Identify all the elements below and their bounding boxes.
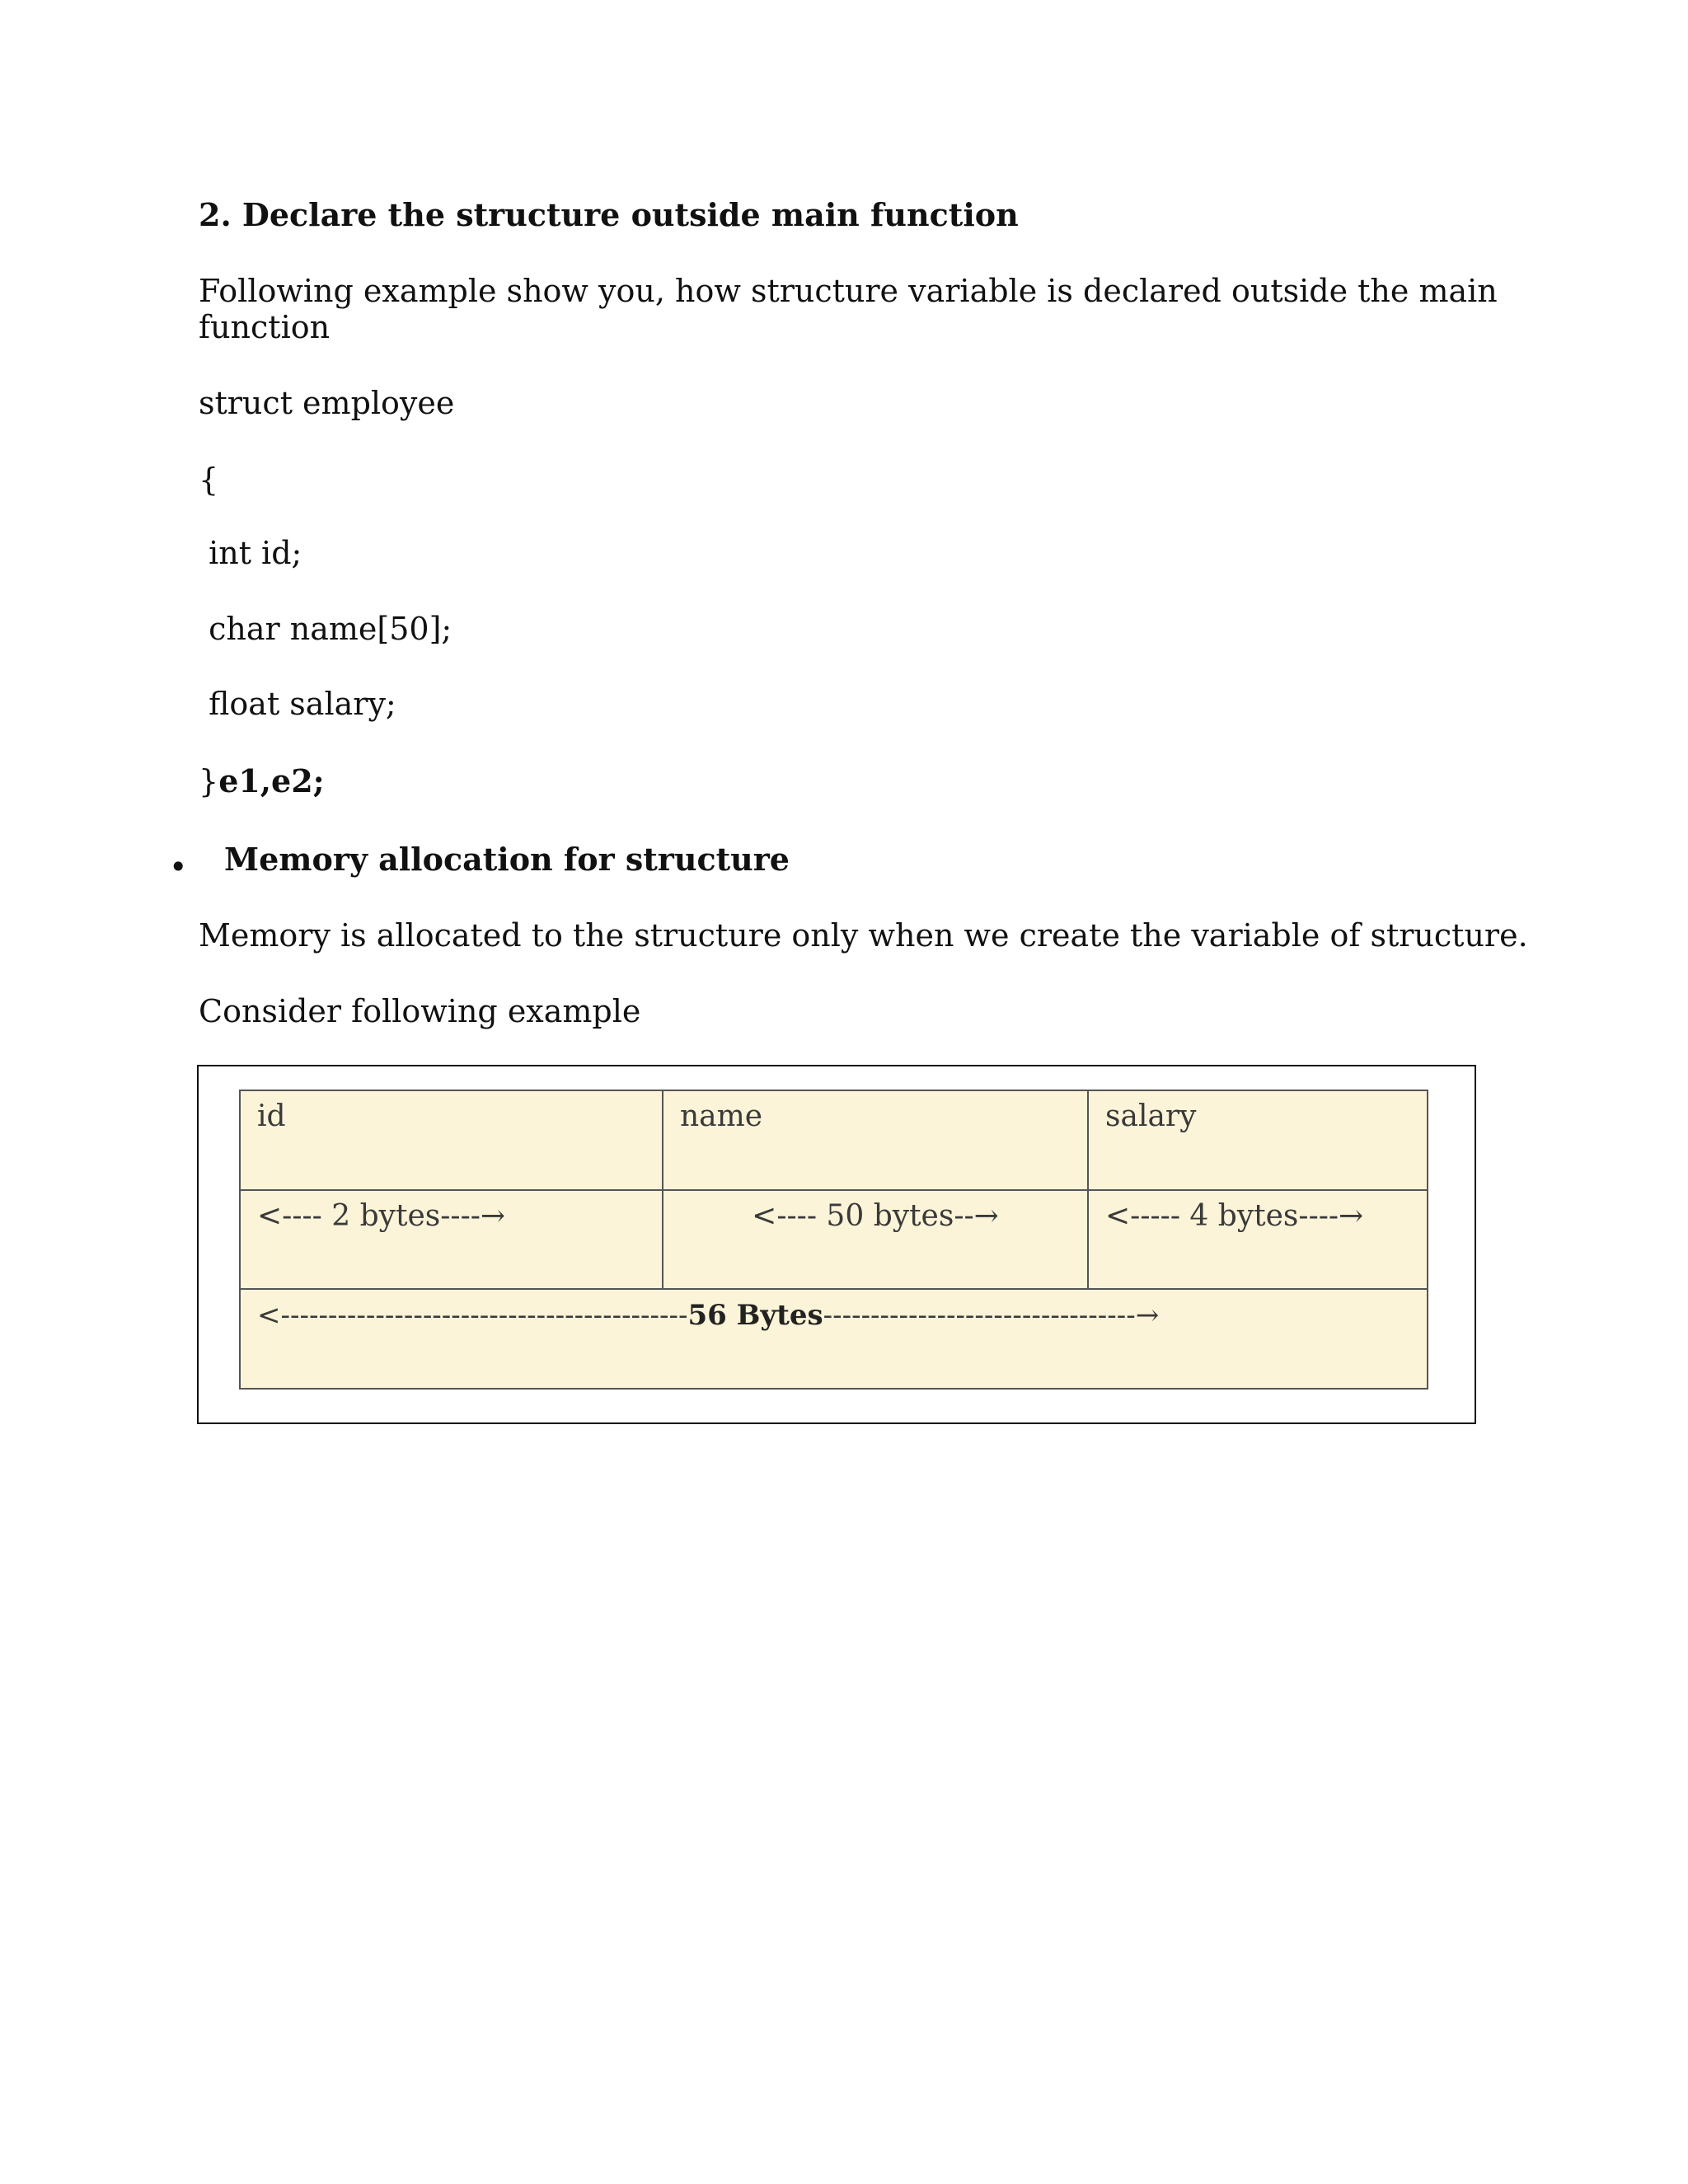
code-line-salary: float salary; (199, 686, 396, 722)
code-line-close (199, 762, 325, 800)
close-brace: } (199, 763, 219, 799)
total-arrow-right: ---------------------------------→ (823, 1299, 1160, 1333)
section-heading: 2. Declare the structure outside main function (199, 196, 1019, 233)
intro-text-line2: function (199, 309, 331, 345)
bullet-icon: • (169, 849, 188, 885)
code-line-struct: struct employee (199, 385, 455, 421)
table-row (240, 1190, 1428, 1290)
header-cell-name: name (663, 1090, 1088, 1190)
consider-text: Consider following example (199, 993, 641, 1029)
memory-layout-table (239, 1090, 1428, 1390)
memory-sentence: Memory is allocated to the structure only when we create the variable of structure. (199, 917, 1528, 954)
size-cell-salary: <----- 4 bytes----→ (1088, 1190, 1428, 1290)
size-cell-name: <---- 50 bytes--→ (663, 1190, 1088, 1290)
code-line-id: int id; (199, 535, 302, 571)
total-size-cell (240, 1289, 1428, 1389)
memory-heading: Memory allocation for structure (224, 841, 790, 878)
struct-variables: e1,e2; (218, 762, 325, 799)
table-row (240, 1090, 1428, 1190)
size-cell-id: <---- 2 bytes----→ (240, 1190, 663, 1290)
code-line-open-brace: { (199, 462, 219, 498)
total-arrow-left: <------------------------------------------- (257, 1299, 688, 1333)
total-size-label: 56 Bytes (687, 1299, 823, 1333)
table-row (240, 1289, 1428, 1389)
intro-text-line1: Following example show you, how structure variable is declared outside the main (199, 273, 1498, 309)
code-line-name: char name[50]; (199, 611, 452, 647)
header-cell-id: id (240, 1090, 663, 1190)
header-cell-salary: salary (1088, 1090, 1428, 1190)
